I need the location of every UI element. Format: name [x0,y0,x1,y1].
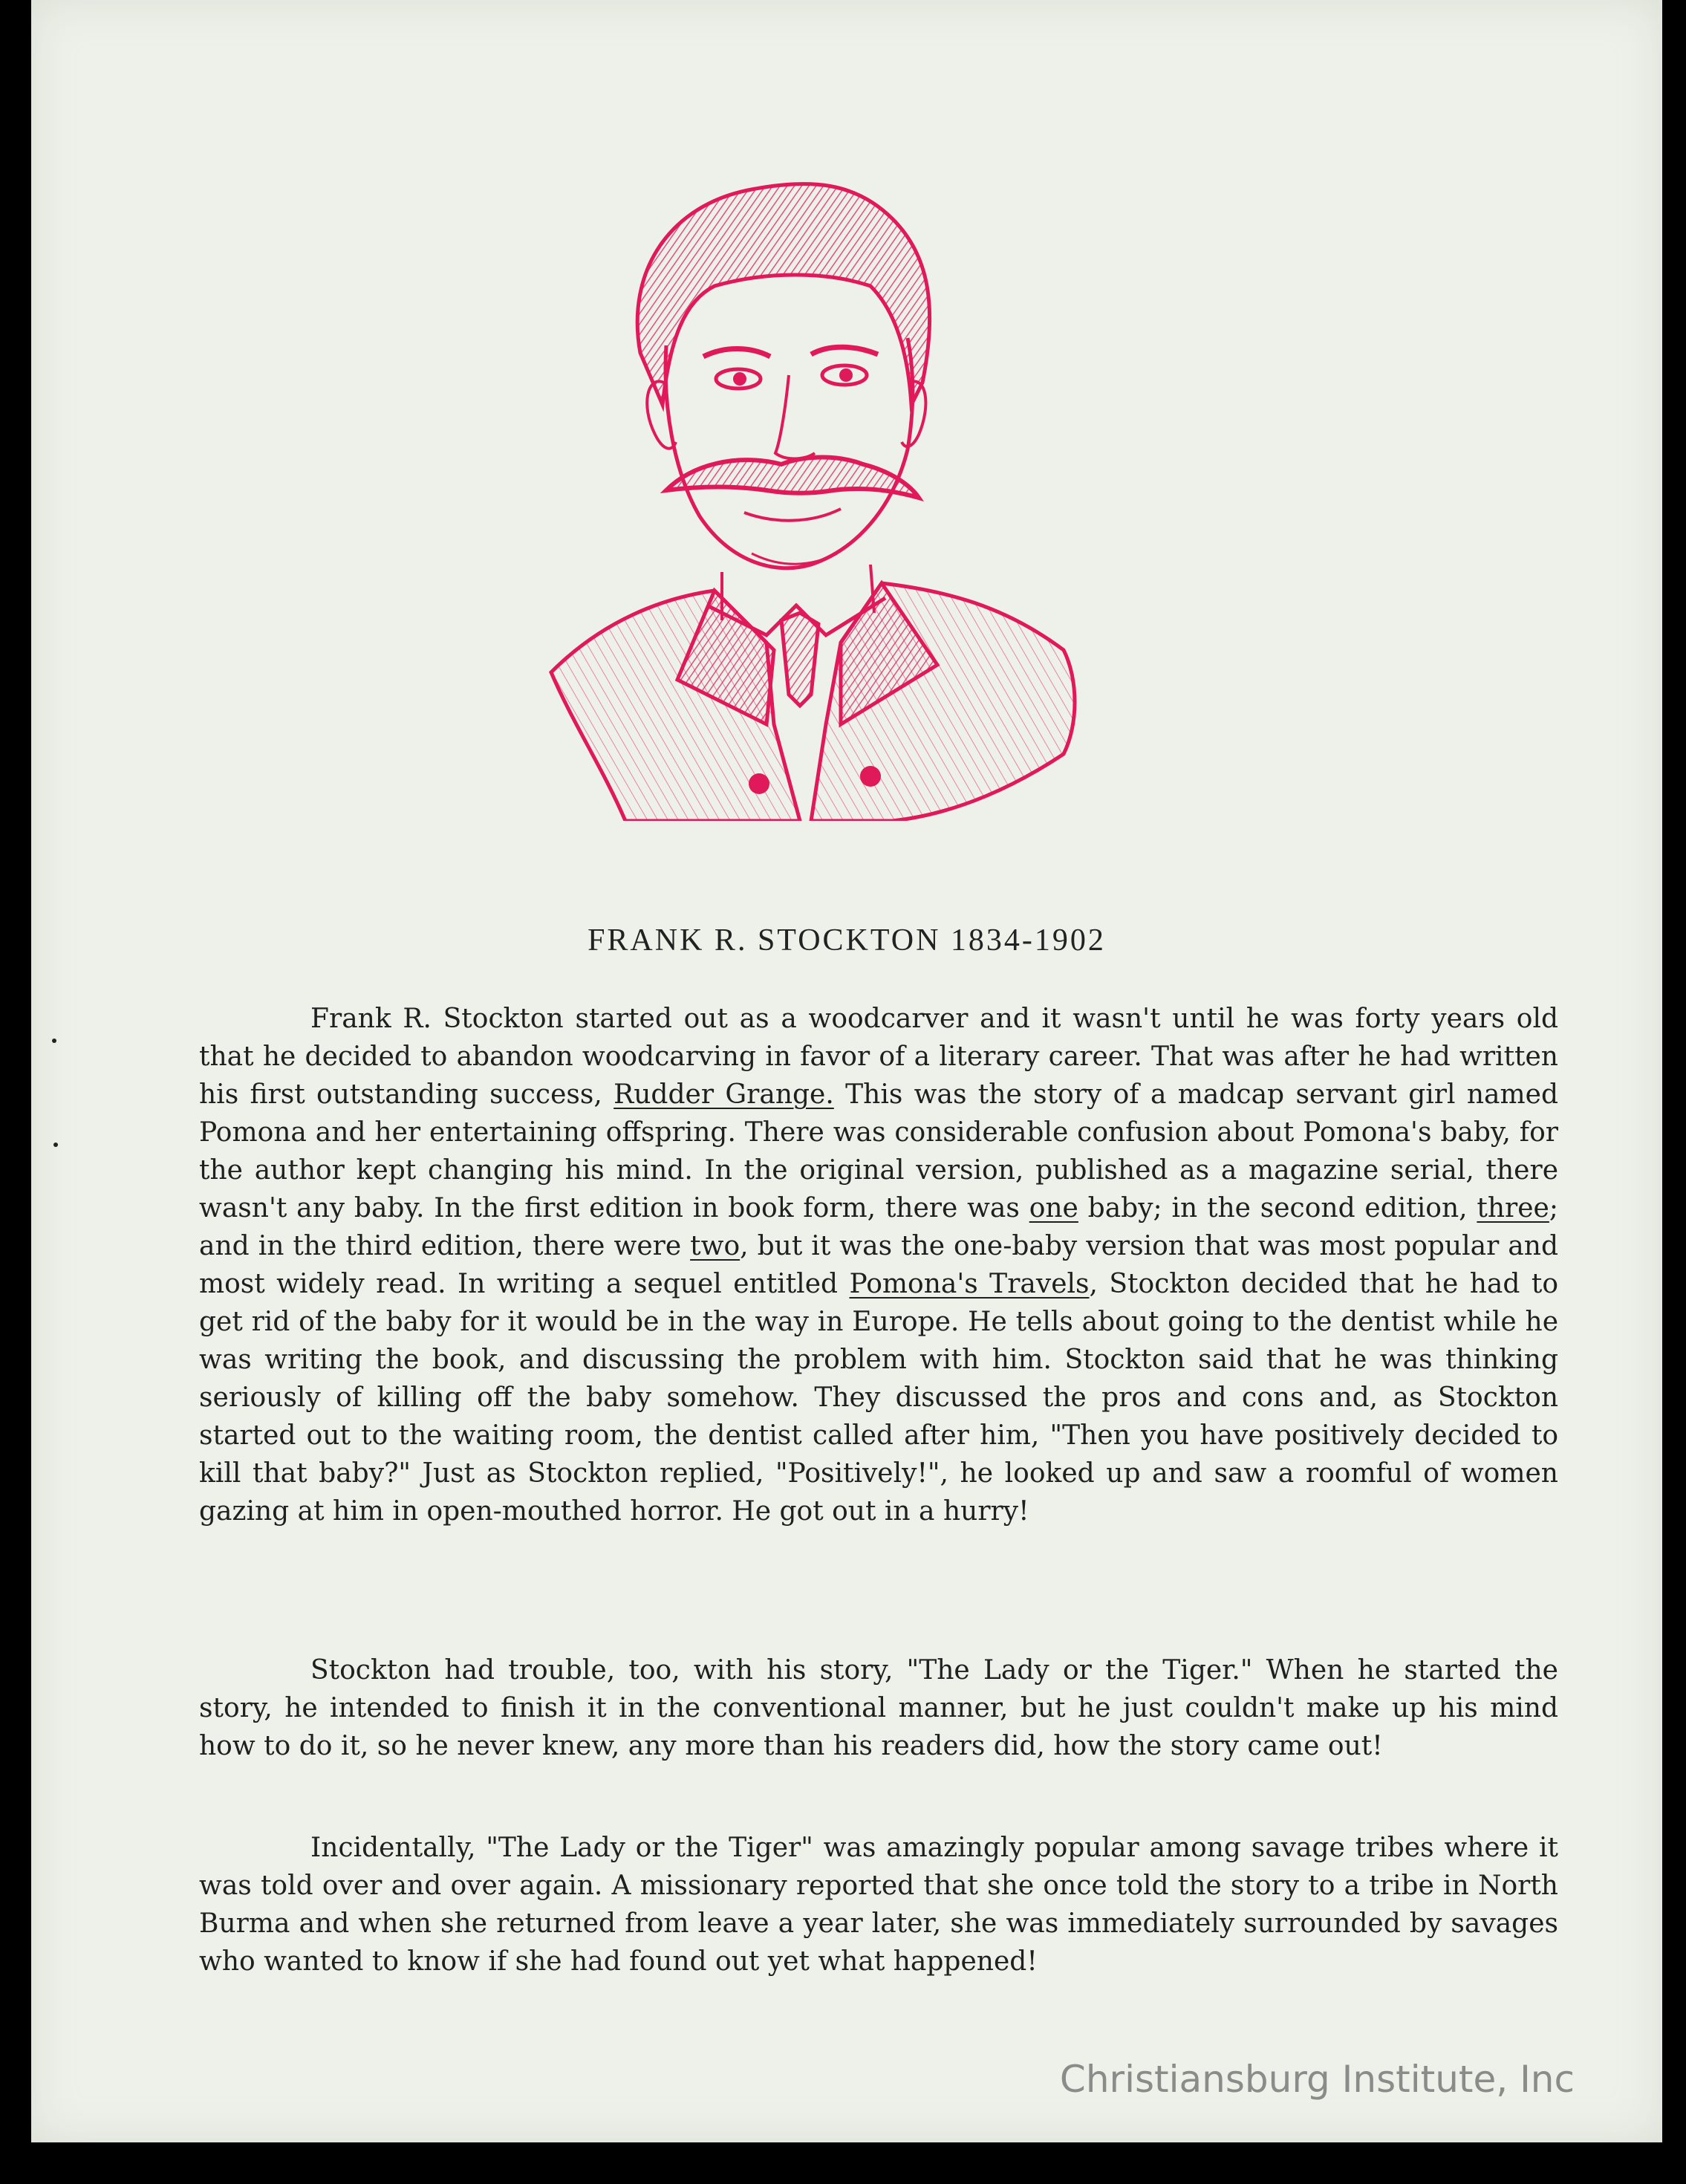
page-title: FRANK R. STOCKTON 1834-1902 [588,923,1106,958]
underlined-title: Rudder Grange. [613,1079,834,1110]
paragraph-text: Stockton had trouble, too, with his story, "The Lady or the Tiger." When he started the story, he intended to finish it in the conventional manner, but he just couldn't make up his mind how to do it, so he never knew, any more than his readers did, how the story came out! [199,1655,1558,1761]
paragraph-3 [199,1829,1558,1980]
paragraph-2 [199,1651,1558,1765]
watermark-text: Christiansburg Institute, Inc [1059,2058,1575,2101]
paragraph-text: baby; in the second edition, [1078,1193,1477,1223]
paragraph-1 [199,1000,1558,1530]
paragraph-text: Incidentally, "The Lady or the Tiger" was amazingly popular among savage tribes where it was told over and over again. A missionary reported that she once told the story to a tribe in North Burma and when she returned from leave a year later, she was immediately surrounded by savages who wanted to know if she had found out yet what happened! [199,1833,1558,1977]
paragraph-text: , but it was the one-baby version that was most popular and most widely read. In writing a sequel entitled [199,1231,1558,1299]
paragraph-text: ; and in the third edition, there were [199,1193,1559,1261]
underlined-title: two [690,1231,741,1261]
underlined-title: three [1477,1193,1549,1223]
paper-speck [52,1039,56,1043]
paper-speck [53,1143,58,1147]
paragraph-text: , Stockton decided that he had to get rid of the baby for it would be in the way in Europe. He tells about going to the dentist while he was writing the book, and discussing the problem with him. Stockton said that he was thinking seriously of killing off the baby somehow. They discussed the pros and cons and, as Stockton started out to the waiting room, the dentist called after him, "Then you have positively decided to kill that baby?" Just as Stockton replied, "Positively!", he looked up and saw a roomful of women gazing at him in open-mouthed horror. He got out in a hurry! [199,1269,1559,1527]
document-page [31,0,1662,2142]
portrait-sketch-icon [544,160,1108,821]
underlined-title: Pomona's Travels [849,1269,1090,1299]
paragraph-text: Frank R. Stockton started out as a woodcarver and it wasn't until he was forty years old that he decided to abandon woodcarving in favor of a literary career. That was after he had written his first outstanding success, [199,1004,1558,1110]
underlined-title: one [1029,1193,1078,1223]
paragraph-text: This was the story of a madcap servant girl named Pomona and her entertaining offspring. There was considerable confusion about Pomona's baby, for the author kept changing his mind. In the original version, published as a magazine serial, there wasn't any baby. In the first edition in book form, there was [199,1079,1559,1223]
